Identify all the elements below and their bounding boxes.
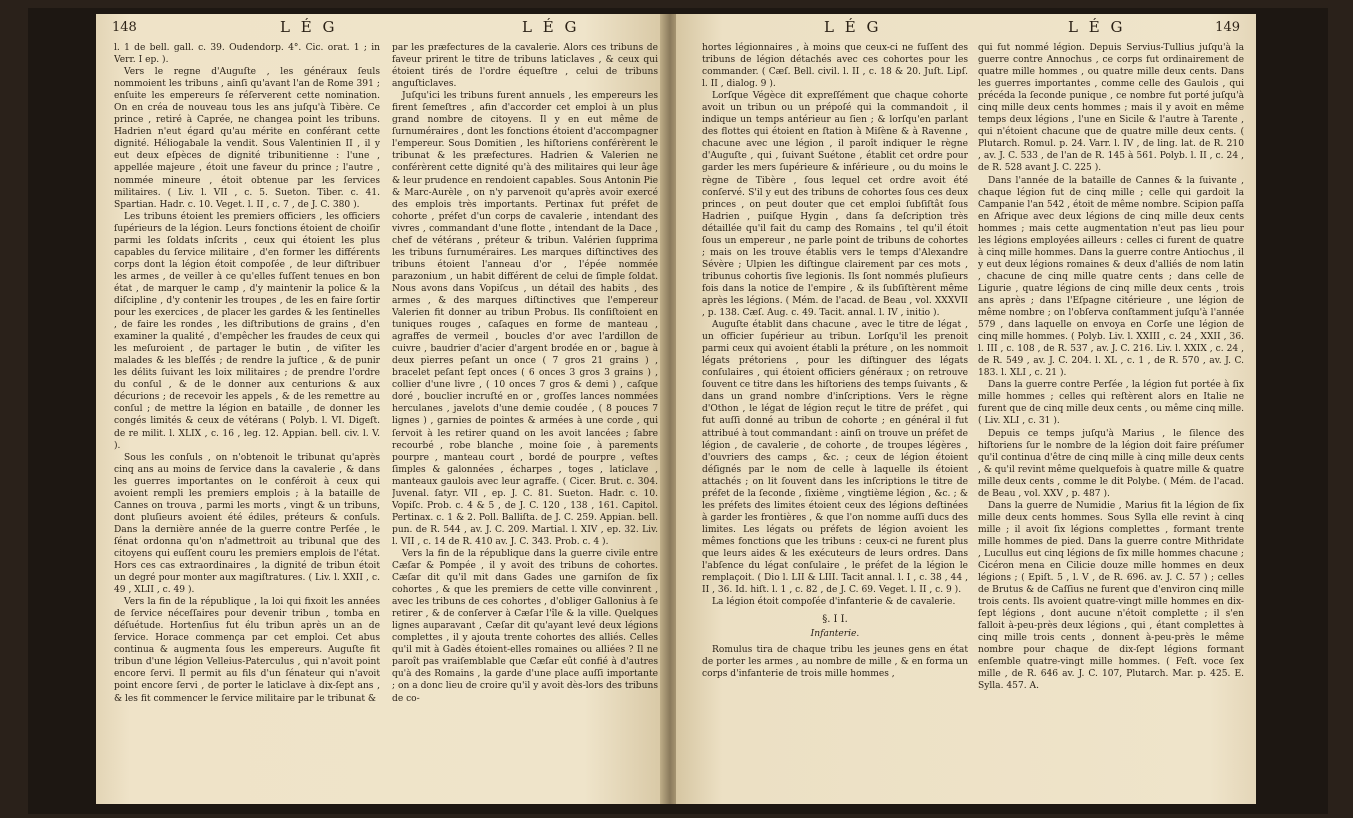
paragraph: Vers la fin de la république , la loi qui fixoit les années de ſervice néceſſaires pour devenir tribun , tomba en déſuétude. Hortenſius fut élu tribun après un an de ſervice. Horace commença par cet emploi. Cet abus continua & augmenta ſous les empereurs. Auguſte fit tribun d'une légion Velleius-Paterculus , qui n'avoit point encore ſervi. Il permit au fils d'un ſénateur qui n'avoit point encore ſervi , de porter le laticlave à dix-ſept ans , & les fit commencer le ſervice militaire par le tribunat & (114, 597, 380, 704)
left-page-column-2 (392, 42, 658, 797)
paragraph: Juſqu'ici les tribuns furent annuels , les empereurs les firent ſemeſtres , afin d'accorder cet emploi à un plus grand nombre de citoyens. Il y en eut même de ſurnuméraires , dont les fonctions étoient d'accompagner l'empereur. Sous Domitien , les hiſtoriens conférèrent le tribunat & les præfectures. Hadrien & Valerien ne conférèrent cette dignité qu'à des militaires qui leur âge & leur prudence en rendoient capables. Sous Antonin Pie & Marc-Aurèle , on n'y parvenoit qu'après avoir exercé des emplois très importants. Pertinax fut préfet de cohorte , préfet d'un corps de cavalerie , intendant des vivres , commandant d'une flotte , intendant de la Dace , chef de vétérans , préteur & tribun. Valérien ſupprima les tribuns ſurnuméraires. Les marques diſtinctives des tribuns étoient l'anneau d'or , l'épée nommée parazonium , un habit différent de celui de ſimple ſoldat. Nous avons dans Vopiſcus , un détail des habits , des armes , & des marques diſtinctives que l'empereur Valerien fit donner au tribun Probus. Ils conſiſtoient en tuniques rouges , caſaques en forme de manteau , agraffes de vermeil , boucles d'or avec l'ardillon de cuivre , baudrier d'acier d'argent brodée en or , bague à deux pierres peſant un once ( 7 gros 21 grains ) , bracelet peſant ſept onces ( 6 onces 3 gros 3 grains ) , collier d'une livre , ( 10 onces 7 gros & demi ) , caſque doré , bouclier incruſté en or , groſſes lances nommées herculanes , javelots d'une demie coudée , ( 8 pouces 7 lignes ) , garnies de pointes & armées à une corde , qui ſervoit à les retirer quand on les avoit lancées ; ſabre recourbé , robe blanche , moine ſoie , à parements pourpre , manteau court , bordé de pourpre , veſtes ſimples & galonnées , écharpes , toges , laticlave , manteaux gaulois avec leur agraffe. ( Cicer. Brut. c. 304. Juvenal. ſatyr. VII , ep. J. C. 81. Sueton. Hadr. c. 10. Vopiſc. Prob. c. 4 & 5 , de J. C. 120 , 138 , 161. Capitol. Pertinax. c. 1 & 2. Poll. Balliſta. de J. C. 259. Appian. bell. pun. de R. 544 , av. J. C. 209. Martial. l. XIV , ep. 32. Liv. l. VII , c. 14 de R. 410 av. J. C. 343. Prob. c. 4 ). (392, 91, 658, 547)
paragraph: Dans la guerre de Numidie , Marius fit la légion de ſix mille deux cents hommes. Sous Sylla elle revint à cinq mille ; il avoit ſix légions complettes , formant trente mille hommes de pied. Dans la guerre contre Mithridate , Lucullus eut cinq légions de ſix mille hommes chacune ; Cicéron mena en Cilicie douze mille hommes en deux légions ; ( Epiſt. 5 , l. V , de R. 696. av. J. C. 57 ) ; celles de Brutus & de Caſſius ne furent que d'environ cinq mille trois cents. Ils avoient quatre-vingt mille hommes en dix-ſept légions , dont aucune n'étoit complette ; il s'en falloit à-peu-près deux légions , qui , étant complettes à cinq mille trois cents , donnent à-peu-près le même nombre pour chaque de dix-ſept légions formant enſemble quatre-vingt mille hommes. ( Feſt. voce ſex mille , de R. 646 av. J. C. 107, Plutarch. Mar. p. 425. E. Sylla. 457. A. (978, 500, 1244, 692)
right-page-column-1 (702, 42, 968, 797)
paragraph: Vers le regne d'Auguſte , les généraux ſeuls nommoient les tribuns , ainſi qu'avant l'an de Rome 391 ; enſuite les empereurs ſe réſerverent cette nomination. On en créa de nouveau tous les ans juſqu'à Tibère. Ce prince , retiré à Caprée, ne changea point les tribuns. Hadrien n'eut égard qu'au mérite en conférant cette dignité. Héliogabale la vendit. Sous Valentinien II , il y eut deux eſpèces de dignité tribunitienne : l'une , appellée majeure , étoit une faveur du prince ; l'autre , nommée mineure , étoit obtenue par les ſervices militaires. ( Liv. l. VII , c. 5. Sueton. Tiber. c. 41. Spartian. Hadr. c. 10. Veget. l. II , c. 7 , de J. C. 380 ). (114, 67, 380, 210)
paragraph: La légion étoit compoſée d'infanterie & de cavalerie. (712, 597, 956, 608)
left-page-number: 148 (112, 20, 137, 35)
right-page-number: 149 (1215, 20, 1240, 35)
paragraph: Auguſte établit dans chacune , avec le titre de légat , un officier ſupérieur au tribun. Lorſqu'il les prenoit parmi ceux qui avoient établi la préture , on les nommoit légats prétoriens , pour les diſtinguer des légats conſulaires , qui étoient officiers généraux ; on retrouve ſouvent ce titre dans les hiſtoriens des temps ſuivants , & dans un grand nombre d'inſcriptions. Vers le règne d'Othon , le légat de légion reçut le titre de préfet , qui fut auſſi donné au tribun de cohorte ; en général il fut attribué à tout commandant : ainſi on trouve un préfet de légion , de cavalerie , de cohorte , de troupes légères , d'ouvriers des camps , &c. ; ceux de légion étoient déſignés par le nom de celle à laquelle ils étoient attachés ; on lit ſouvent dans les inſcriptions le titre de préfet de la ſeconde , ſixième , vingtième légion , &c. ; & les préfets des limites étoient ceux des légions deſtinées à garder les frontières , & que l'on nomme auſſi ducs des limites. Les légats ou préfets de légion avoient les mêmes fonctions que les tribuns : ceux-ci ne furent plus que leurs aides & les exécuteurs de leurs ordres. Dans l'abſence du légat conſulaire , le préfet de la légion le remplaçoit. ( Dio l. LII & LIII. Tacit annal. l. I , c. 38 , 44 , II , 36. Id. hiſt. l. 1 , c. 82 , de J. C. 69. Veget. l. II , c. 9 ). (702, 320, 968, 596)
left-page (96, 14, 664, 804)
left-running-head-1: L É G (280, 18, 338, 36)
paragraph: qui fut nommé légion. Depuis Servius-Tullius juſqu'à la guerre contre Annochus , ce corps fut ordinairement de quatre mille hommes , ou quatre mille deux cents. Dans les guerres importantes , comme celle des Gaulois , qui précéda la ſeconde punique , ce nombre fut porté juſqu'à cinq mille deux cents hommes ; mais il y avoit en même temps deux légions , l'une en Sicile & l'autre à Tarente , qui n'étoient chacune que de quatre mille deux cents. ( Plutarch. Romul. p. 24. Varr. l. IV , de ling. lat. de R. 210 , av. J. C. 533 , de l'an de R. 145 à 561. Polyb. l. II , c. 24 , de R. 528 avant J. C. 225 ). (978, 43, 1244, 174)
right-running-head-1: L É G (824, 18, 882, 36)
paragraph: Vers la fin de la république dans la guerre civile entre Cæſar & Pompée , il y avoit des tribuns de cohortes. Cæſar dit qu'il mit dans Gades une garniſon de ſix cohortes , & que les premiers de cette ville convinrent , avec les tribuns de ces cohortes , d'obliger Gallonius à ſe retirer , & de conſerver à Cæſar l'île & la ville. Quelques lignes auparavant , Cæſar dit qu'ayant levé deux légions complettes , il y ajouta trente cohortes des alliés. Celles qu'il mit à Gadès étoient-elles romaines ou alliées ? Il ne paroît pas vraiſemblable que Cæſar eût confié à d'autres qu'à des Romains , la garde d'une place auſſi importante ; on a donc lieu de croire qu'il y avoit dès-lors des tribuns de co- (392, 548, 658, 704)
paragraph: Les tribuns étoient les premiers officiers , les officiers ſupérieurs de la légion. Leurs fonctions étoient de choiſir parmi les ſoldats inſcrits , ceux qui étoient les plus capables du ſervice militaire , d'en former les différents corps dont la légion étoit compoſée , de leur diſtribuer les armes , de veiller à ce qu'elles fuſſent tenues en bon état , de marquer le camp , d'y maintenir la police & la diſcipline , d'y contenir les troupes , de les en faire ſortir pour les exercices , de placer les gardes & les ſentinelles , de faire les rondes , les diſtributions de grains , d'en examiner la qualité , d'empêcher les fraudes de ceux qui les meſuroient , de partager le butin , de viſiter les malades & les bleſſés ; de rendre la juſtice , & de punir les délits ſuivant les loix militaires ; de prendre l'ordre du conſul , & de le donner aux centurions & aux décurions ; de recevoir les appels , & de les remettre au conſul ; de mettre la légion en bataille , de donner les congés limités & ceux de vétérans ( Polyb. l. VI. Digeſt. de re milit. l. XLIX , c. 16 , leg. 12. Appian. bell. civ. l. V. ). (114, 211, 380, 451)
right-page-column-2 (978, 42, 1244, 797)
left-running-head-2: L É G (522, 18, 580, 36)
left-page-column-1 (114, 42, 380, 797)
right-running-head-2: L É G (1068, 18, 1126, 36)
right-page-header (692, 18, 1240, 36)
paragraph: l. 1 de bell. gall. c. 39. Oudendorp. 4°. Cic. orat. 1 ; in Verr. I ep. ). (114, 43, 380, 66)
paragraph: Romulus tira de chaque tribu les jeunes gens en état de porter les armes , au nombre de mille , & en forma un corps d'infanterie de trois mille hommes , (702, 645, 968, 680)
section-subheading: Infanterie. (810, 629, 860, 640)
right-page (676, 14, 1256, 804)
paragraph: Lorſque Végèce dit expreſſément que chaque cohorte avoit un tribun ou un prépoſé qui la commandoit , il indique un temps antérieur au ſien ; & lorſqu'en parlant des flottes qui étoient en ſtation à Miſène & à Ravenne , chacune avec une légion , il paroît indiquer le règne d'Auguſte , qui , ſuivant Suétone , établit cet ordre pour garder les mers ſupérieure & inférieure , ou du moins le règne de Tibère , ſous lequel cet ordre avoit été conſervé. S'il y eut des tribuns de cohortes ſous ces deux princes , on peut douter que cet emploi ſubſiſtât ſous Hadrien , puiſque Hygin , dans ſa deſcription très détaillée qu'il fait du camp des Romains , tel qu'il étoit ſous un empereur , ne parle point de tribuns de cohortes ; mais on les trouve établis vers le temps d'Alexandre Sévère ; Ulpien les diſtingue clairement par ces mots , tribunus cohortis ſive legionis. Ils ſont nommés pluſieurs fois dans la notice de l'empire , & ils ſubſiſtèrent même après les légions. ( Mém. de l'acad. de Beau , vol. XXXVII , p. 138. Cæſ. Aug. c. 49. Tacit. annal. l. IV , initio ). (702, 91, 968, 319)
paragraph: Dans la guerre contre Perſée , la légion fut portée à ſix mille hommes ; celles qui reſtèrent alors en Italie ne furent que de cinq mille deux cents , ou même cinq mille. ( Liv. XLI , c. 31 ). (978, 380, 1244, 427)
left-page-header (112, 18, 648, 36)
paragraph: par les præfectures de la cavalerie. Alors ces tribuns de faveur prirent le titre de tribuns laticlaves , & ceux qui étoient tirés de l'ordre équeſtre , celui de tribuns anguſticlaves. (392, 43, 658, 90)
paragraph: Depuis ce temps juſqu'à Marius , le ſilence des hiſtoriens ſur le nombre de la légion doit faire préſumer qu'il continua d'être de cinq mille à cinq mille deux cents , & qu'il revint même quelquefois à quatre mille & quatre mille deux cents , comme le dit Polybe. ( Mém. de l'acad. de Beau , vol. XXV , p. 487 ). (978, 428, 1244, 499)
paragraph: Sous les conſuls , on n'obtenoit le tribunat qu'après cinq ans au moins de ſervice dans la cavalerie , & dans les guerres importantes on le conféroit à ceux qui avoient rempli les premiers emplois ; à la bataille de Cannes on trouva , parmi les morts , vingt & un tribuns, dont pluſieurs avoient été édiles, préteurs & conſuls. Dans la dernière année de la guerre contre Perſée , le ſénat ordonna qu'on n'admettroit au tribunal que des citoyens qui euſſent couru les premiers emplois de l'état. Hors ces cas extraordinaires , la dignité de tribun étoit un degré pour monter aux magiſtratures. ( Liv. l. XXII , c. 49 , XLII , c. 49 ). (114, 452, 380, 596)
paragraph: Dans l'année de la bataille de Cannes & la ſuivante , chaque légion fut de cinq mille ; celle qui gardoit la Campanie l'an 542 , étoit de même nombre. Scipion paſſa en Afrique avec deux légions de cinq mille deux cents hommes ; mais cette augmentation n'eut pas lieu pour les légions employées ailleurs : celles ci furent de quatre à cinq mille hommes. Dans la guerre contre Antiochus , il y eut deux légions romaines & deux d'alliés de nom latin , chacune de cinq mille quatre cents ; dans celle de Ligurie , quatre légions de cinq mille deux cents , trois ans après ; dans l'Eſpagne citérieure , une légion de même nombre ; on l'obſerva conſtamment juſqu'à l'année 579 , dans laquelle on envoya en Corſe une légion de cinq mille hommes. ( Polyb. Liv. l. XXIII , c. 24 , XXII , 36. l. III , c. 108 , de R. 537 , av. J. C. 216. Liv. l. XXIX , c. 24 , de R. 549 , av. J. C. 204. l. XL , c. 1 , de R. 570 , av. J. C. 183. l. XLI , c. 21 ). (978, 175, 1244, 379)
section-heading: §. I I. (822, 614, 848, 626)
paragraph: hortes légionnaires , à moins que ceux-ci ne fuſſent des tribuns de légion détachés avec ces cohortes pour les commander. ( Cæſ. Bell. civil. l. II , c. 18 & 20. Juſt. Lipſ. l. II , dialog. 9 ). (702, 43, 968, 90)
